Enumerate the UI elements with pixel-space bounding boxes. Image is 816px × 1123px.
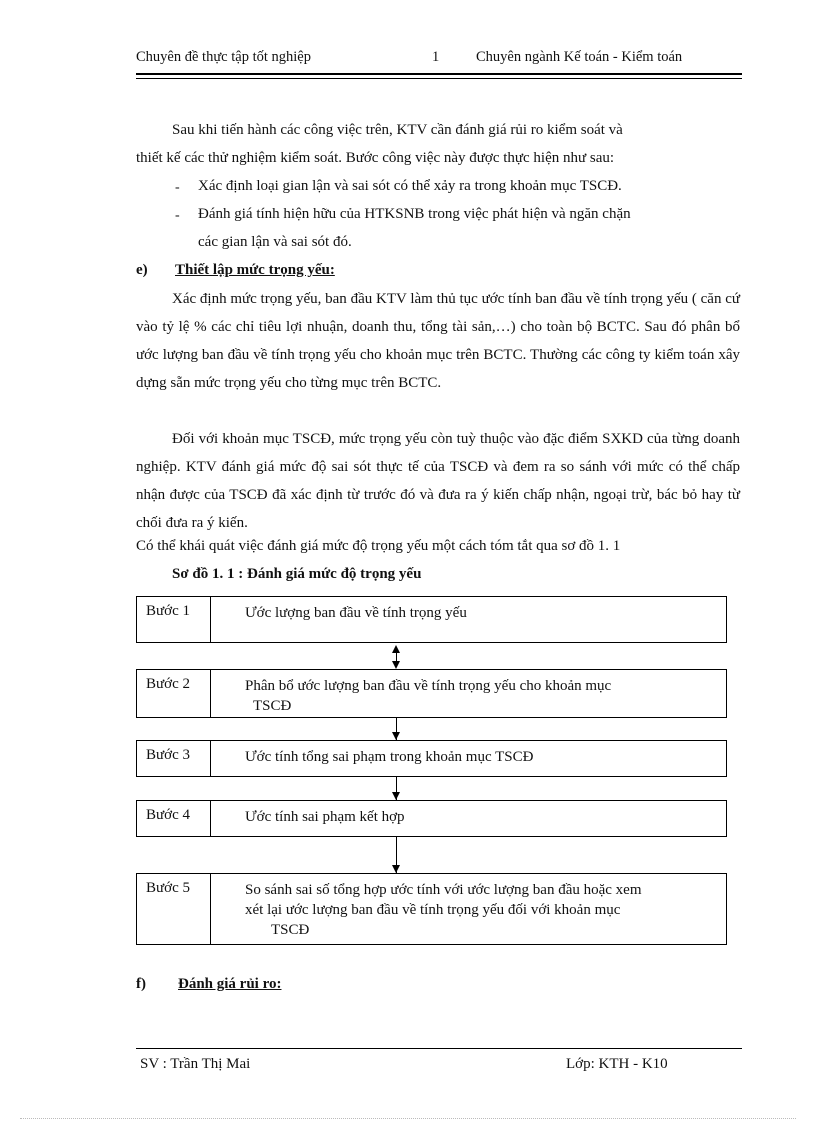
bullet2-line1: Đánh giá tính hiện hữu của HTKSNB trong việc phát hiện và ngăn chặn (198, 206, 631, 222)
para3: Đối với khoản mục TSCĐ, mức trọng yếu còn tuỳ thuộc vào đặc điểm SXKD của từng doanh nghiệp. KTV đánh giá mức độ sai sót thực tế của TSCĐ và đem ra so sánh với mức có thể chấp nhận được của TSCĐ đã xác định từ trước đó và đưa ra ý kiến chấp nhận, ngoại trừ, bác bỏ hay từ chối đưa ra ý kiến. (136, 431, 740, 531)
down-arrow (396, 777, 397, 800)
para1-line1: Sau khi tiến hành các công việc trên, KTV cần đánh giá rủi ro kiểm soát và (172, 122, 623, 138)
footer-rule (136, 1048, 742, 1049)
arrow-down-head (392, 865, 400, 873)
bullet1: Xác định loại gian lận và sai sót có thể xảy ra trong khoản mục TSCĐ. (198, 178, 622, 194)
para2: Xác định mức trọng yếu, ban đầu KTV làm thủ tục ước tính ban đầu về tính trọng yếu ( căn cứ vào tỷ lệ % các chỉ tiêu lợi nhuận, doanh thu, tổng tài sản,…) cho toàn bộ BCTC. Sau đó phân bổ ước lượng ban đầu về tính trọng yếu cho khoản mục trên BCTC. Thường các công ty kiểm toán xây dựng sẵn mức trọng yếu cho từng mục trên BCTC. (136, 291, 740, 391)
step-label: Bước 4 (137, 801, 211, 836)
para1-line2: thiết kế các thử nghiệm kiểm soát. Bước công việc này được thực hiện như sau: (136, 150, 615, 166)
arrow-down-head (392, 661, 400, 669)
page-number: 1 (432, 49, 440, 65)
page-bottom-border (20, 1118, 796, 1119)
heading-f-number: f) (136, 976, 146, 992)
header-left: Chuyên đề thực tập tốt nghiệp (136, 49, 311, 65)
bidirectional-arrow (396, 648, 397, 666)
heading-f: Đánh giá rủi ro: (178, 976, 282, 992)
step-box-5 (136, 873, 727, 945)
step-box-2 (136, 669, 727, 718)
bullet-dash: - (175, 180, 180, 195)
step-text: Ước lượng ban đầu về tính trọng yếu (245, 605, 467, 621)
step-label: Bước 1 (137, 597, 211, 642)
arrow-up-head (392, 645, 400, 653)
step-text: So sánh sai số tổng hợp ước tính với ước lượng ban đầu hoặc xem xét lại ước lượng ban đầu về tính trọng yếu đối với khoản mục TSCĐ (245, 882, 642, 938)
step-box-1 (136, 596, 727, 643)
diagram-title: Sơ đồ 1. 1 : Đánh giá mức độ trọng yếu (172, 566, 422, 582)
step-box-3 (136, 740, 727, 777)
step-text: Phân bổ ước lượng ban đầu về tính trọng yếu cho khoản mục TSCĐ (245, 678, 612, 714)
footer-class: Lớp: KTH - K10 (566, 1056, 668, 1072)
header-right: Chuyên ngành Kế toán - Kiểm toán (476, 49, 683, 65)
heading-e: Thiết lập mức trọng yếu: (175, 262, 335, 278)
para4: Có thể khái quát việc đánh giá mức độ trọng yếu một cách tóm tắt qua sơ đồ 1. 1 (136, 538, 621, 554)
step-label: Bước 3 (137, 741, 211, 776)
heading-e-number: e) (136, 262, 148, 278)
step-label: Bước 5 (137, 874, 211, 944)
down-arrow (396, 837, 397, 873)
bullet2-line2: các gian lận và sai sót đó. (198, 234, 352, 250)
step-label: Bước 2 (137, 670, 211, 717)
arrow-down-head (392, 732, 400, 740)
header-rule-thick (136, 73, 742, 75)
step-box-4 (136, 800, 727, 837)
footer-student: SV : Trần Thị Mai (140, 1056, 251, 1072)
down-arrow (396, 718, 397, 740)
step-text: Ước tính sai phạm kết hợp (245, 809, 405, 825)
header-rule-thin (136, 78, 742, 79)
step-text: Ước tính tổng sai phạm trong khoản mục TSCĐ (245, 749, 534, 765)
bullet-dash: - (175, 208, 180, 223)
arrow-down-head (392, 792, 400, 800)
